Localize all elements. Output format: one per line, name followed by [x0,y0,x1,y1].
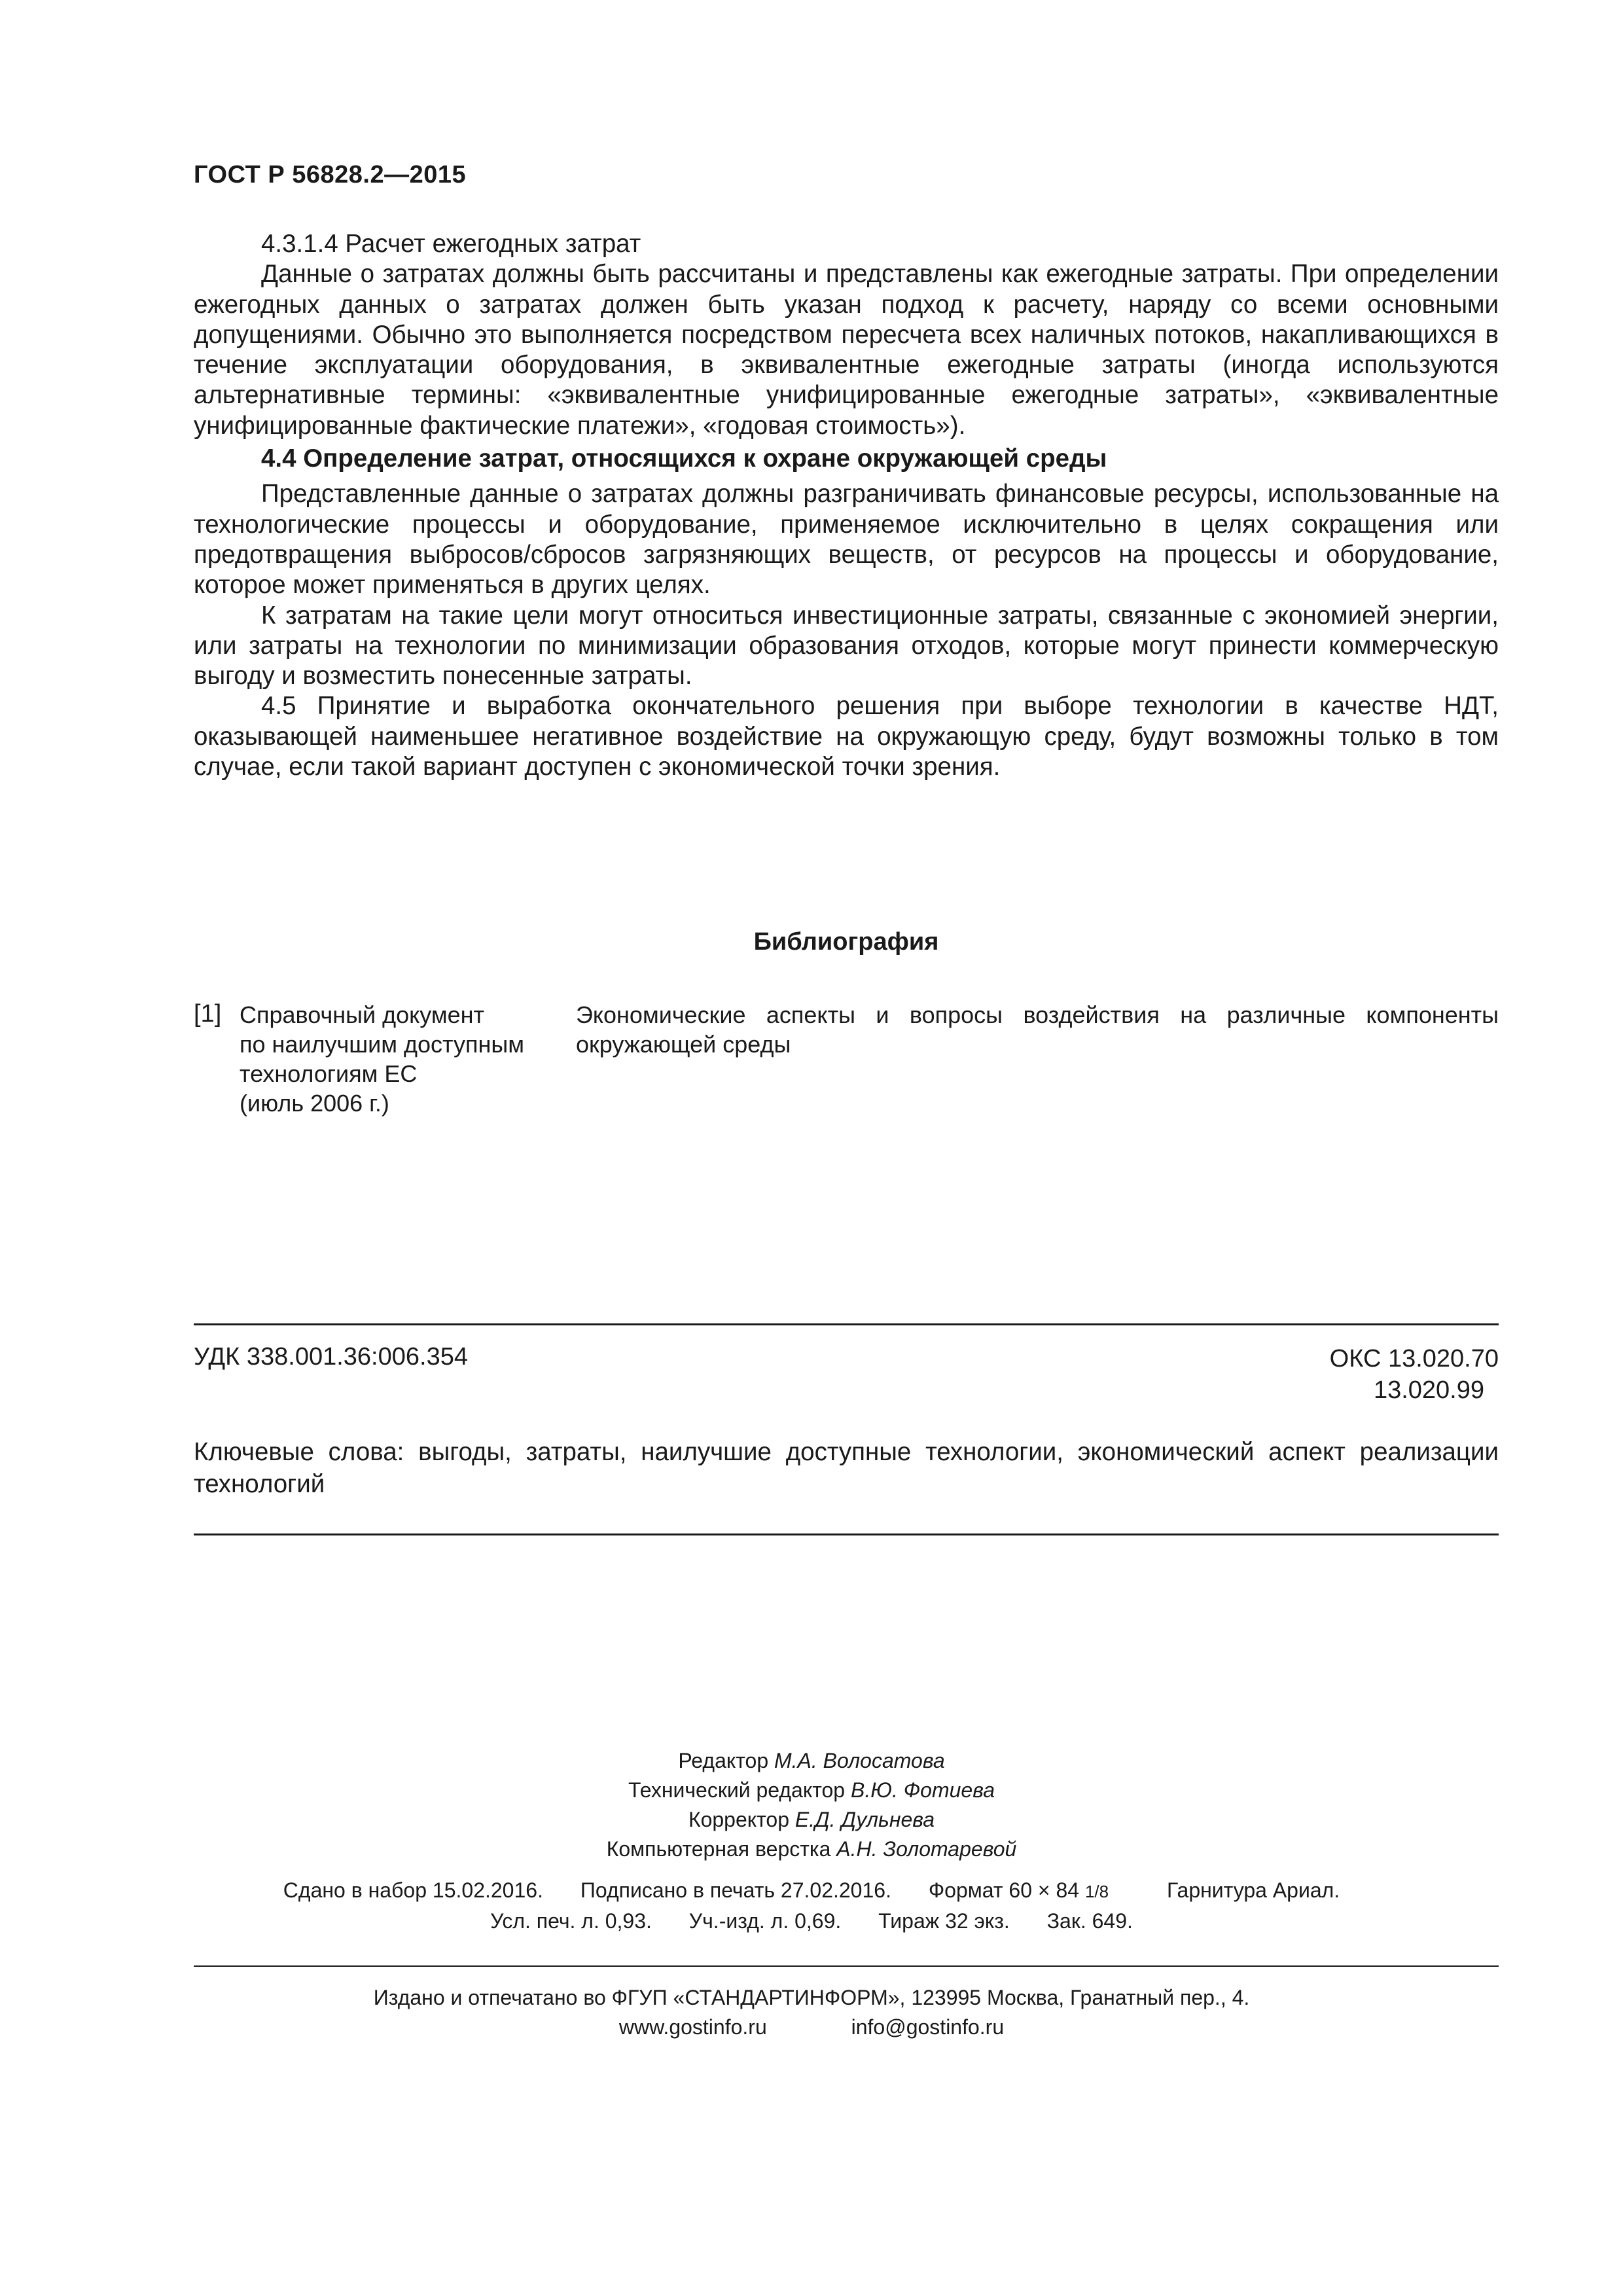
publisher-website[interactable]: www.gostinfo.ru [618,2015,767,2039]
print-font: Гарнитура Ариал. [1167,1878,1340,1902]
credit-corrector [0,1805,1623,1835]
credit-editor-name: М.А. Волосатова [774,1749,945,1772]
page-header-title: ГОСТ Р 56828.2—2015 [194,161,467,188]
section-4-5-paragraph: 4.5 Принятие и выработка окончательного решения при выборе технологии в качестве НДТ, оказывающей наименьшее негативное воздействие на окружающую среду, будут возможны только в том случае, если такой вариант доступен с экономической точки зрения. [194,692,1499,781]
bibliography-entry-description: Экономические аспекты и вопросы воздействия на различные компоненты окружающей среды [576,1001,1499,1058]
print-info-line-2 [0,1907,1623,1936]
bibliography-entry-source [240,1000,554,1118]
print-format-fraction: 1/8 [1084,1882,1109,1901]
credit-layout-label: Компьютерная верстка [606,1837,831,1861]
divider-bottom [194,1965,1499,1967]
section-4-3-1-4-paragraph: Данные о затратах должны быть рассчитаны и представлены как ежегодные затраты. При определении ежегодных данных о затратах должен быть указан подход к расчету, наряду со всеми основными допущениями. Обычно это выполняется посредством пересчета всех наличных потоков, накапливающихся в течение эксплуатации оборудования, в эквивалентные ежегодные затраты (иногда используются альтернативные термины: «эквивалентные унифицированные ежегодные затраты», «эквивалентные унифицированные фактические платежи», «годовая стоимость»). [194,260,1499,440]
credit-layout-name: А.Н. Золотаревой [836,1837,1017,1861]
oks-code-2: 13.020.99 [1373,1376,1484,1404]
credit-editor-label: Редактор [678,1749,769,1772]
bibliography-source-line: Справочный документ [240,1001,485,1028]
credit-layout [0,1835,1623,1864]
publisher-block [0,1983,1623,2042]
oks-code-1: ОКС 13.020.70 [1329,1345,1499,1372]
divider-top [194,1323,1499,1325]
print-info-line-1 [0,1876,1623,1907]
print-submitted: Сдано в набор 15.02.2016. [283,1878,543,1902]
bibliography-source-line: по наилучшим доступным [240,1031,524,1058]
print-circulation: Тираж 32 экз. [878,1909,1010,1933]
publisher-sheets: Уч.-изд. л. 0,69. [688,1909,842,1933]
credit-corrector-label: Корректор [688,1808,790,1831]
credit-tech-editor-name: В.Ю. Фотиева [850,1778,995,1802]
credit-corrector-name: Е.Д. Дульнева [794,1808,935,1831]
divider-middle [194,1534,1499,1535]
bibliography-entry-number: [1] [194,1000,222,1028]
oks-codes [1302,1343,1499,1406]
credit-editor [0,1746,1623,1776]
publisher-email[interactable]: info@gostinfo.ru [851,2015,1005,2039]
credit-tech-editor-label: Технический редактор [628,1778,846,1802]
publisher-contacts [0,2013,1623,2042]
bibliography-source-line: (июль 2006 г.) [240,1090,389,1117]
udk-code: УДК 338.001.36:006.354 [194,1343,468,1371]
keywords: Ключевые слова: выгоды, затраты, наилучшие доступные технологии, экономический аспект реализации технологий [194,1438,1499,1498]
section-4-3-1-4-heading: 4.3.1.4 Расчет ежегодных затрат [261,230,641,258]
credit-tech-editor [0,1776,1623,1805]
print-order: Зак. 649. [1046,1909,1133,1933]
section-4-4-paragraph-2: К затратам на такие цели могут относиться инвестиционные затраты, связанные с экономией энергии, или затраты на технологии по минимизации образования отходов, которые могут принести коммерческую выгоду и возместить понесенные затраты. [194,601,1499,691]
print-sheets: Усл. печ. л. 0,93. [490,1909,652,1933]
bibliography-title: Библиография [753,928,939,956]
section-4-4-paragraph-1: Представленные данные о затратах должны разграничивать финансовые ресурсы, использованные на технологические процессы и оборудование, применяемое исключительно в целях сокращения или предотвращения выбросов/сбросов загрязняющих веществ, от ресурсов на процессы и оборудование, которое может применяться в других целях. [194,480,1499,600]
section-4-4-heading: 4.4 Определение затрат, относящихся к охране окружающей среды [261,444,1107,473]
print-format [929,1878,1109,1902]
print-format-prefix: Формат 60 × 84 [928,1878,1080,1902]
main-body [194,229,1499,782]
credits-block [0,1746,1623,1936]
print-signed: Подписано в печать 27.02.2016. [580,1878,891,1902]
bibliography-source-line: технологиям ЕС [240,1060,418,1087]
publisher-line: Издано и отпечатано во ФГУП «СТАНДАРТИНФОРМ», 123995 Москва, Гранатный пер., 4. [373,1986,1250,2009]
